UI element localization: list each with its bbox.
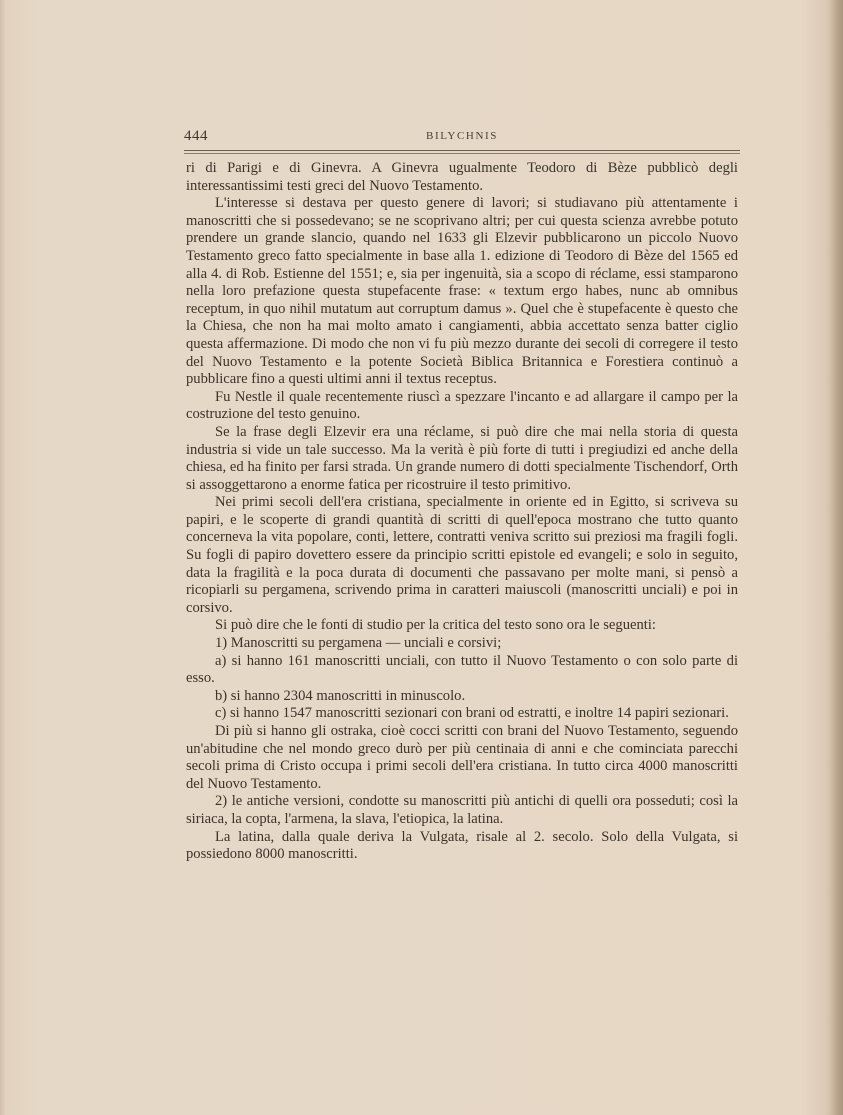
paragraph: ri di Parigi e di Ginevra. A Ginevra ugualmente Teodoro di Bèze pubblicò degli interessantissimi testi greci del Nuovo Testamento. xyxy=(186,160,738,194)
list-item: c) si hanno 1547 manoscritti sezionari con brani od estratti, e inoltre 14 papiri sezionari. xyxy=(215,705,729,722)
list-item: b) si hanno 2304 manoscritti in minuscolo. xyxy=(215,687,466,704)
running-title: BILYCHNIS xyxy=(426,130,498,142)
paragraph: Si può dire che le fonti di studio per la critica del testo sono ora le seguenti: xyxy=(215,617,656,634)
list-item: 1) Manoscritti su pergamena — unciali e corsivi; xyxy=(215,635,502,652)
list-item: a) si hanno 161 manoscritti unciali, con tutto il Nuovo Testamento o con solo parte di esso. xyxy=(186,652,738,687)
paragraph: Fu Nestle il quale recentemente riuscì a spezzare l'incanto e ad allargare il campo per la costruzione del testo genuino. xyxy=(186,388,738,423)
paragraph: Di più si hanno gli ostraka, cioè cocci scritti con brani del Nuovo Testamento, seguendo un'abitudine che nel mondo greco durò per più centinaia di anni e che cominciata parecchi secoli prima di Cristo occupa i primi secoli dell'era cristiana. In tutto circa 4000 manoscritti del Nuovo Testamento. xyxy=(186,723,738,792)
body-text xyxy=(186,160,738,864)
page-number: 444 xyxy=(184,128,208,144)
paragraph: Se la frase degli Elzevir era una réclame, si può dire che mai nella storia di questa industria si vide un tale successo. Ma la verità è più forte di tutti i pregiudizi ed anche della chiesa, ed ha finito per farsi strada. Un grande numero di dotti specialmente Tischendorf, Orth si assoggettarono a enorme fatica per ricostruire il testo primitivo. xyxy=(186,423,738,493)
paragraph: La latina, dalla quale deriva la Vulgata, risale al 2. secolo. Solo della Vulgata, si possiedono 8000 manoscritti. xyxy=(186,828,738,863)
header-rule-thin xyxy=(184,153,740,154)
header-rule xyxy=(184,150,740,151)
paragraph: L'interesse si destava per questo genere di lavori; si studiavano più attentamente i manoscritti che si possedevano; se ne scoprivano altri; per cui questa scienza avrebbe potuto prendere un grande slancio, quando nel 1633 gli Elzevir pubblicarono un piccolo Nuovo Testamento greco fatto specialmente in base alla 1. edizione di Teodoro di Bèze del 1565 ed alla 4. di Rob. Estienne del 1551; e, sia per ingenuità, sia a scopo di réclame, essi stamparono nella loro prefazione questa stupefacente frase: « textum ergo habes, nunc ab omnibus receptum, in quo nihil mutatum aut corruptum damus ». Quel che è stupefacente è questo che la Chiesa, che non ha mai molto amato i cangiamenti, abbia accettato senza batter ciglio questa affermazione. Di modo che non vi fu più mezzo durante dei secoli di corregere il testo del Nuovo Testamento e la potente Società Biblica Britannica e Forestiera continuò a pubblicare fino a questi ultimi anni il textus receptus. xyxy=(186,195,738,388)
page-header xyxy=(184,128,740,150)
list-item: 2) le antiche versioni, condotte su manoscritti più antichi di quelli ora posseduti; così la siriaca, la copta, l'armena, la slava, l'etiopica, la latina. xyxy=(186,793,738,827)
paragraph: Nei primi secoli dell'era cristiana, specialmente in oriente ed in Egitto, si scriveva su papiri, e le scoperte di grandi quantità di scritti di quell'epoca mostrano che tutto quanto concerneva la vita popolare, conti, lettere, contratti veniva scritto sui preziosi ma fragili fogli. Su fogli di papiro dovettero essere da principio scritti epistole ed evangeli; e solo in seguito, data la fragilità e la poca durata di documenti che passavano per molte mani, si pensò a ricopiarli su pergamena, scrivendo prima in caratteri maiuscoli (manoscritti unciali) e poi in corsivo. xyxy=(186,494,738,616)
